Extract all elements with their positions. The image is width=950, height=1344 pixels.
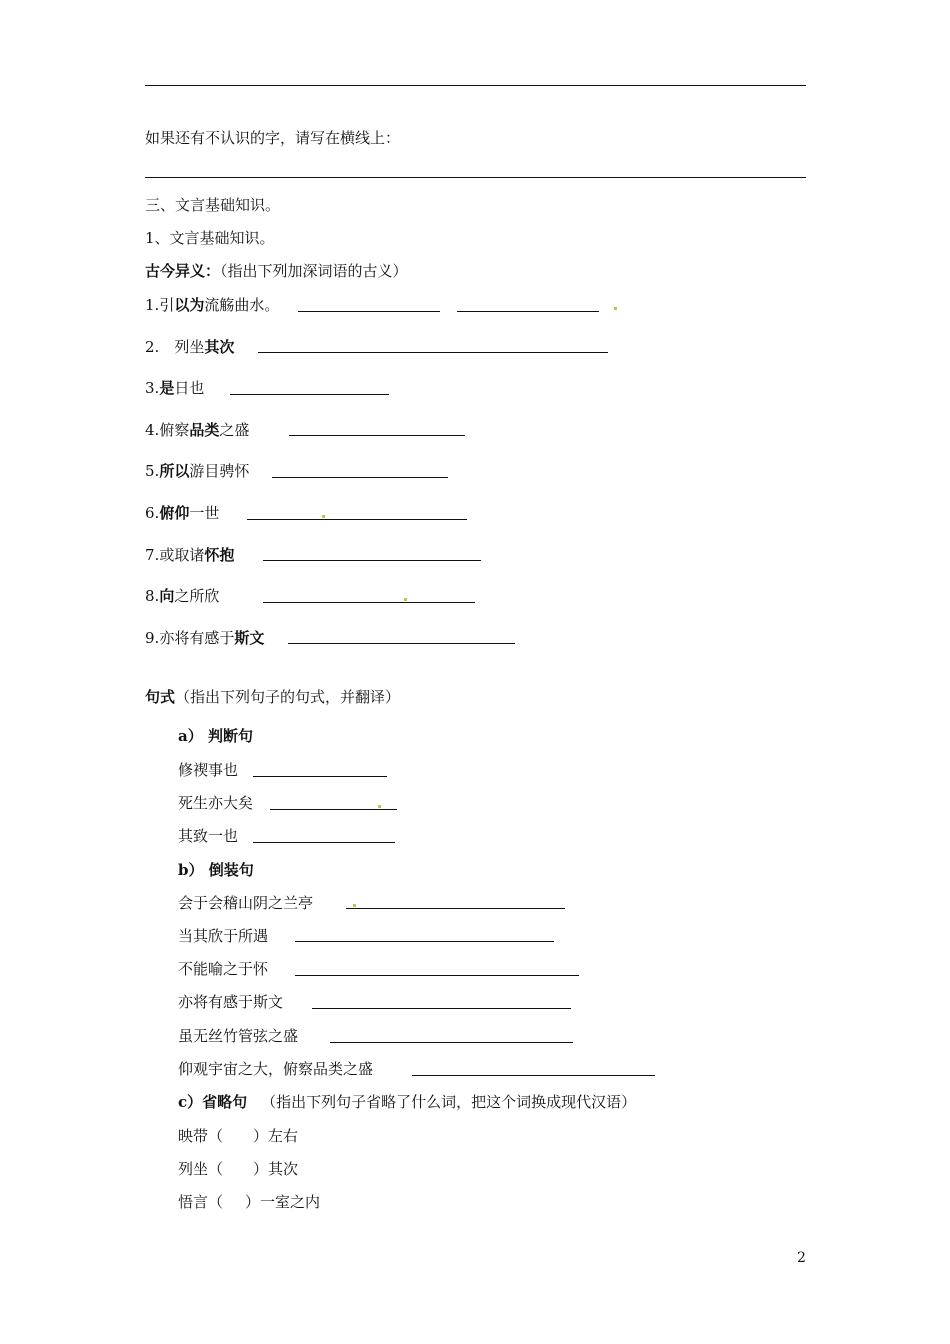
section-heading: 三、文言基础知识。	[145, 196, 281, 214]
sentence-item: 死生亦大矣	[178, 794, 254, 812]
sentence-item: 当其欣于所遇	[178, 927, 269, 945]
gujin-item-3: 3.是日也	[145, 379, 205, 397]
answer-line[interactable]	[412, 1075, 655, 1076]
answer-line[interactable]	[295, 941, 554, 942]
gujin-title: 古今异义：	[145, 262, 221, 280]
ellipsis-sentence-label: c）省略句	[178, 1093, 248, 1111]
sentence-item: 修禊事也	[178, 761, 239, 779]
gujin-item-7: 7.或取诸怀抱	[145, 546, 235, 564]
jushi-instruction: （指出下列句子的句式，并翻译）	[175, 688, 401, 706]
jushi-title: 句式	[145, 688, 176, 706]
sentence-item: 不能喻之于怀	[178, 960, 269, 978]
gujin-item-6: 6.俯仰一世	[145, 504, 220, 522]
mark-dot	[353, 904, 356, 907]
unknown-chars-answer-line[interactable]	[145, 177, 806, 178]
gujin-heading	[145, 261, 408, 281]
answer-line[interactable]	[312, 1008, 571, 1009]
sentence-item: 仰观宇宙之大，俯察品类之盛	[178, 1060, 374, 1078]
answer-line[interactable]	[258, 352, 608, 353]
gujin-item-8: 8.向之所欣	[145, 587, 220, 605]
sub-heading: 1、文言基础知识。	[145, 229, 275, 247]
page-number: 2	[797, 1250, 806, 1266]
answer-line[interactable]	[330, 1042, 573, 1043]
gujin-item-2: 2. 列坐其次	[145, 338, 235, 356]
ellipsis-item-2: 列坐（ ）其次	[178, 1160, 299, 1178]
judgment-sentence-label: a） 判断句	[178, 727, 253, 745]
mark-dot	[614, 307, 617, 310]
answer-line[interactable]	[295, 975, 579, 976]
gujin-item-9: 9.亦将有感于斯文	[145, 629, 265, 647]
answer-line[interactable]	[230, 394, 389, 395]
gujin-instruction: （指出下列加深词语的古义）	[220, 262, 408, 280]
answer-line[interactable]	[288, 643, 515, 644]
sentence-item: 亦将有感于斯文	[178, 993, 284, 1011]
answer-line[interactable]	[247, 519, 467, 520]
ellipsis-instruction: （指出下列句子省略了什么词，把这个词换成现代汉语）	[261, 1093, 637, 1111]
gujin-item-1: 1.引以为流觞曲水。	[145, 296, 280, 314]
answer-line[interactable]	[263, 602, 475, 603]
ellipsis-item-1: 映带（ ）左右	[178, 1127, 299, 1145]
sentence-item: 虽无丝竹管弦之盛	[178, 1027, 299, 1045]
gujin-item-4: 4.俯察品类之盛	[145, 421, 250, 439]
answer-line-top	[145, 85, 806, 86]
sentence-item: 会于会稽山阴之兰亭	[178, 894, 314, 912]
mark-dot	[322, 515, 325, 518]
mark-dot	[378, 805, 381, 808]
unknown-chars-prompt: 如果还有不认识的字，请写在横线上：	[145, 129, 401, 147]
answer-line[interactable]	[253, 842, 395, 843]
mark-dot	[404, 598, 407, 601]
answer-line[interactable]	[346, 908, 565, 909]
answer-line[interactable]	[457, 311, 599, 312]
answer-line[interactable]	[253, 776, 387, 777]
answer-line[interactable]	[270, 809, 397, 810]
answer-line[interactable]	[298, 311, 440, 312]
gujin-item-5: 5.所以游目骋怀	[145, 462, 250, 480]
inverted-sentence-label: b） 倒装句	[178, 861, 254, 879]
answer-line[interactable]	[272, 477, 448, 478]
answer-line[interactable]	[289, 435, 465, 436]
ellipsis-heading	[178, 1092, 636, 1112]
answer-line[interactable]	[263, 560, 481, 561]
jushi-heading	[145, 687, 400, 707]
ellipsis-item-3: 悟言（ ）一室之内	[178, 1193, 321, 1211]
sentence-item: 其致一也	[178, 827, 239, 845]
